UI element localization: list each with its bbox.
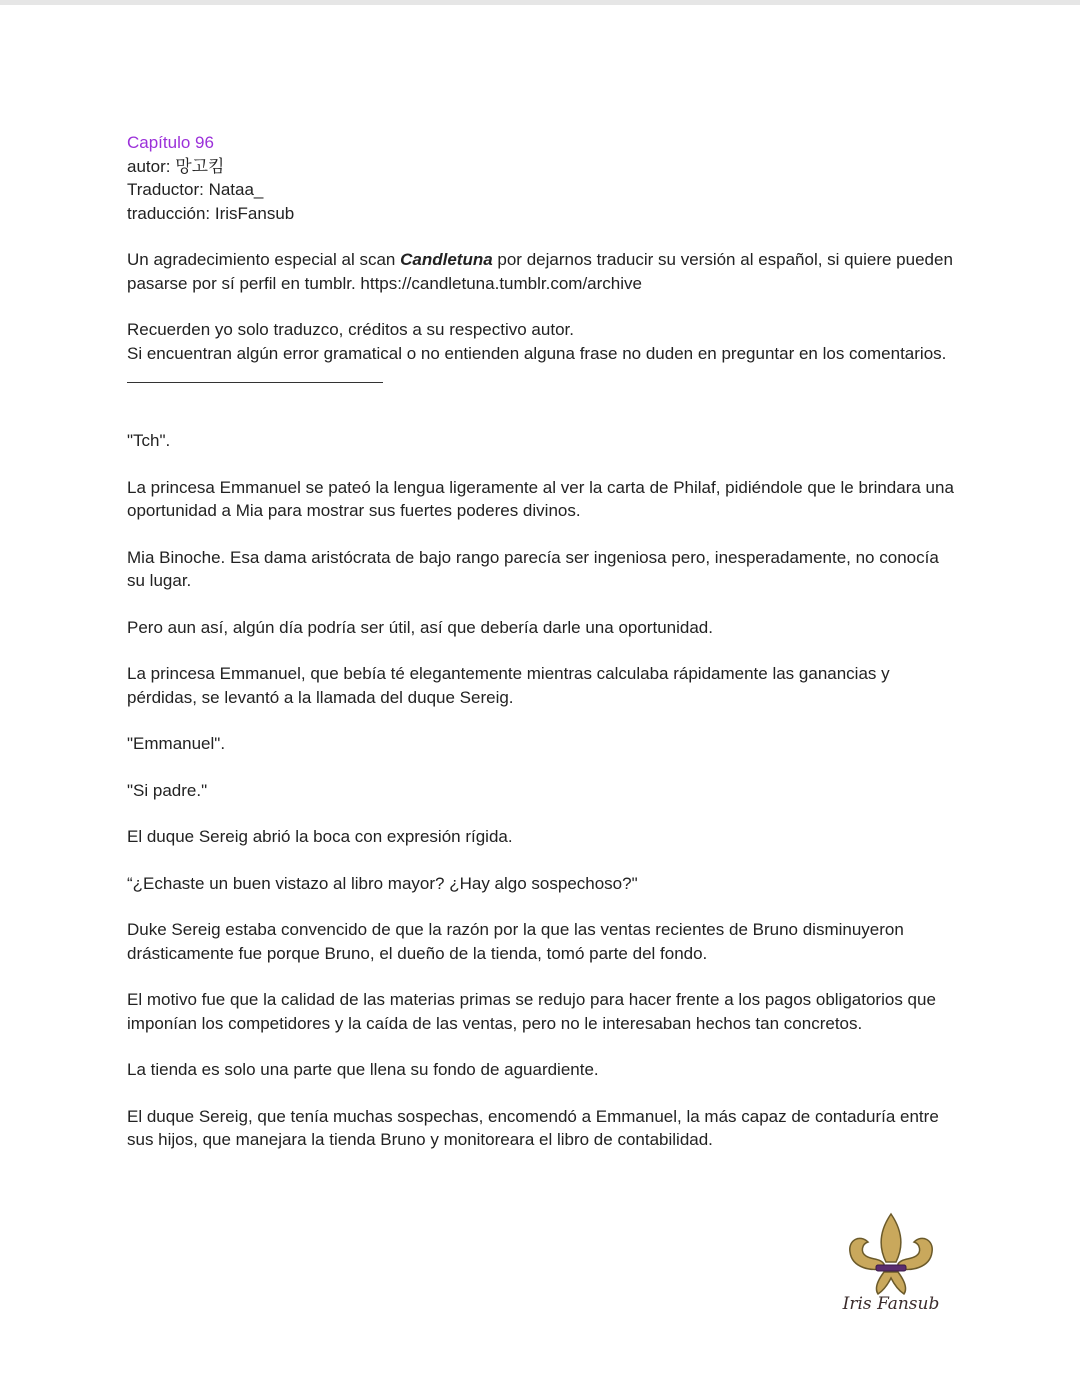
story-paragraph: Pero aun así, algún día podría ser útil, así que debería darle una oportunidad.	[127, 617, 713, 637]
story-paragraph: “¿Echaste un buen vistazo al libro mayor? ¿Hay algo sospechoso?"	[127, 873, 638, 893]
story-paragraph: "Si padre."	[127, 780, 208, 800]
logo-text: Iris Fansub	[842, 1294, 940, 1314]
thanks-text-after: por dejarnos traducir su versión al español, si quiere pueden pasarse por sí perfil en tumblr. https://candletuna.tumblr.com/archive	[127, 250, 953, 293]
chapter-title: Capítulo 96	[127, 133, 214, 152]
note-errors: Si encuentran algún error gramatical o no entienden alguna frase no duden en preguntar en los comentarios.	[127, 343, 947, 363]
story-paragraph: La tienda es solo una parte que llena su fondo de aguardiente.	[127, 1060, 599, 1079]
story-paragraph: La princesa Emmanuel, que bebía té elegantemente mientras calculaba rápidamente las ganancias y pérdidas, se levantó a la llamada del duque Sereig.	[127, 664, 890, 707]
document-body	[127, 131, 957, 1152]
story-paragraph: Duke Sereig estaba convencido de que la razón por la que las ventas recientes de Bruno disminuyeron drásticamente fue porque Bruno, el dueño de la tienda, tomó parte del fondo.	[127, 920, 904, 963]
translator-line: Traductor: Nataa_	[127, 180, 264, 199]
story-paragraph: El duque Sereig abrió la boca con expresión rígida.	[127, 827, 513, 846]
note-credits: Recuerden yo solo traduzco, créditos a su respectivo autor.	[127, 320, 574, 339]
story-paragraph: Mia Binoche. Esa dama aristócrata de bajo rango parecía ser ingeniosa pero, inesperadamente, no conocía su lugar.	[127, 547, 939, 590]
thanks-paragraph	[127, 248, 957, 295]
top-strip	[0, 0, 1080, 5]
fleur-de-lis-icon	[842, 1210, 940, 1298]
story-paragraph: "Emmanuel".	[127, 734, 226, 753]
translation-line: traducción: IrisFansub	[127, 203, 295, 223]
scan-name: Candletuna	[400, 250, 493, 269]
separator-line	[127, 365, 383, 383]
iris-fansub-logo	[836, 1210, 946, 1325]
story-paragraph: El duque Sereig, que tenía muchas sospechas, encomendó a Emmanuel, la más capaz de contaduría entre sus hijos, que manejara la tienda Bruno y monitoreara el libro de contabilidad.	[127, 1106, 939, 1149]
thanks-text-before: Un agradecimiento especial al scan	[127, 250, 401, 269]
story-paragraph: "Tch".	[127, 431, 171, 450]
author-line: autor: 망고킴	[127, 156, 225, 176]
story-paragraph: La princesa Emmanuel se pateó la lengua ligeramente al ver la carta de Philaf, pidiéndole que le brindara una oportunidad a Mia para mostrar sus fuertes poderes divinos.	[127, 477, 954, 520]
story-paragraph: El motivo fue que la calidad de las materias primas se redujo para hacer frente a los pagos obligatorios que imponían los competidores y la caída de las ventas, pero no le interesaban hechos tan concretos.	[127, 990, 936, 1033]
